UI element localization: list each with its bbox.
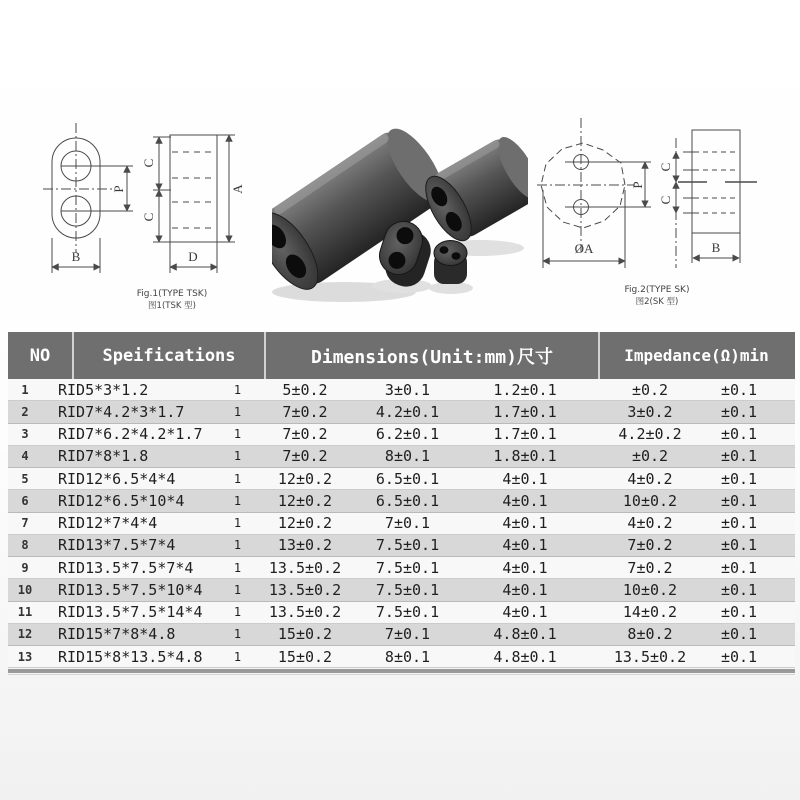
dim4-cell: 14±0.2	[622, 603, 678, 622]
ferrite-cores-photo	[272, 100, 528, 315]
spec-cell: RID5*3*1.2	[58, 380, 149, 399]
row-number-cell: 13	[17, 649, 33, 664]
table-row	[8, 379, 795, 401]
core-large	[272, 120, 454, 299]
impedance-cell: ±0.1	[720, 625, 758, 644]
dim3-cell: 4±0.1	[502, 558, 548, 577]
dim1-cell: 13.5±0.2	[268, 580, 342, 599]
table-row	[8, 490, 795, 512]
dim-label-b: B	[71, 249, 81, 264]
table-header	[8, 332, 795, 379]
spec-cell: RID7*6.2*4.2*1.7	[58, 425, 203, 444]
qty-cell: 1	[233, 404, 242, 419]
spec-cell: RID12*6.5*4*4	[58, 469, 176, 488]
dim-label-c1: C	[141, 158, 156, 168]
header-no: NO	[29, 345, 51, 366]
dim1-cell: 13.5±0.2	[268, 603, 342, 622]
dim2-cell: 7.5±0.1	[375, 603, 440, 622]
dim1-cell: 15±0.2	[277, 647, 333, 666]
dim1-cell: 7±0.2	[282, 447, 328, 466]
dim3-cell: 4.8±0.1	[493, 647, 557, 666]
spec-cell: RID7*4.2*3*1.7	[58, 402, 185, 421]
dim1-cell: 15±0.2	[277, 625, 333, 644]
spec-cell: RID15*8*13.5*4.8	[58, 647, 203, 666]
dim-label-c2: C	[658, 195, 673, 205]
dim-label-dia-a: ØA	[574, 241, 594, 256]
table-body	[8, 379, 795, 668]
table-row	[8, 646, 795, 668]
row-number-cell: 5	[21, 471, 29, 486]
dim3-cell: 4±0.1	[502, 603, 548, 622]
qty-cell: 1	[233, 516, 242, 531]
dim4-cell: ±0.2	[631, 447, 669, 466]
qty-cell: 1	[233, 493, 242, 508]
dim2-cell: 8±0.1	[384, 647, 431, 666]
dim3-cell: 4±0.1	[502, 580, 548, 599]
row-number-cell: 9	[21, 560, 29, 575]
table-row	[8, 446, 795, 468]
dim2-cell: 3±0.1	[384, 380, 431, 399]
dim4-cell: 3±0.2	[627, 402, 673, 421]
dim4-cell: 10±0.2	[622, 491, 678, 510]
dim1-cell: 7±0.2	[282, 425, 328, 444]
dim4-cell: 10±0.2	[622, 580, 678, 599]
dim4-cell: 4.2±0.2	[618, 425, 682, 444]
fig1-caption-cn: 图1(TSK 型)	[148, 301, 196, 311]
dim1-cell: 5±0.2	[282, 380, 328, 399]
fig1-caption: Fig.1(TYPE TSK)	[136, 289, 208, 299]
header-specifications: Speifications	[72, 332, 264, 379]
table-row	[8, 401, 795, 423]
spec-cell: RID12*7*4*4	[58, 514, 158, 533]
dim1-cell: 12±0.2	[277, 491, 333, 510]
row-number-cell: 10	[17, 582, 33, 597]
table-row	[8, 602, 795, 624]
row-number-cell: 1	[21, 382, 29, 397]
core-tiny	[434, 241, 467, 285]
impedance-cell: ±0.1	[720, 580, 758, 599]
qty-cell: 1	[233, 627, 242, 642]
spec-cell: RID7*8*1.8	[58, 447, 149, 466]
row-number-cell: 2	[21, 404, 29, 419]
qty-cell: 1	[233, 649, 242, 664]
spec-cell: RID13*7.5*7*4	[58, 536, 176, 555]
qty-cell: 1	[233, 427, 242, 442]
impedance-cell: ±0.1	[720, 603, 758, 622]
dim1-cell: 12±0.2	[277, 514, 333, 533]
fig2-technical-drawing	[535, 100, 785, 315]
spec-cell: RID13.5*7.5*10*4	[58, 580, 203, 599]
row-number-cell: 3	[21, 427, 29, 442]
dim1-cell: 13.5±0.2	[268, 558, 342, 577]
dim3-cell: 4±0.1	[502, 469, 548, 488]
dim2-cell: 6.2±0.1	[375, 425, 440, 444]
dim-label-a: A	[230, 184, 245, 194]
row-number-cell: 11	[17, 605, 33, 620]
impedance-cell: ±0.1	[720, 558, 758, 577]
impedance-cell: ±0.1	[720, 380, 758, 399]
impedance-cell: ±0.1	[720, 514, 758, 533]
dim2-cell: 6.5±0.1	[375, 491, 440, 510]
dim2-cell: 7±0.1	[384, 514, 431, 533]
dim2-cell: 7.5±0.1	[375, 536, 440, 555]
fig1-side-outline	[170, 135, 217, 242]
impedance-cell: ±0.1	[720, 425, 758, 444]
qty-cell: 1	[233, 560, 242, 575]
table-row	[8, 468, 795, 490]
spec-cell: RID12*6.5*10*4	[58, 491, 185, 510]
dim3-cell: 4±0.1	[502, 491, 548, 510]
dim4-cell: 4±0.2	[627, 469, 673, 488]
table-row	[8, 624, 795, 646]
fig2-caption-cn: 图2(SK 型)	[635, 297, 679, 307]
impedance-cell: ±0.1	[720, 469, 758, 488]
dim4-cell: 7±0.2	[627, 536, 673, 555]
dim2-cell: 6.5±0.1	[375, 469, 440, 488]
dim1-cell: 7±0.2	[282, 402, 328, 421]
dim-label-p: P	[111, 185, 126, 193]
dim-label-c2: C	[141, 212, 156, 222]
qty-cell: 1	[233, 449, 242, 464]
dim2-cell: 7.5±0.1	[375, 558, 440, 577]
dim-label-c1: C	[658, 162, 673, 172]
table-row	[8, 535, 795, 557]
impedance-cell: ±0.1	[720, 647, 758, 666]
table-row	[8, 557, 795, 579]
dim3-cell: 4±0.1	[502, 514, 548, 533]
qty-cell: 1	[233, 538, 242, 553]
row-number-cell: 6	[21, 493, 29, 508]
dim2-cell: 4.2±0.1	[375, 402, 440, 421]
dim4-cell: 4±0.2	[627, 514, 673, 533]
spec-table	[8, 332, 795, 675]
dim1-cell: 13±0.2	[277, 536, 333, 555]
fig2-caption: Fig.2(TYPE SK)	[624, 285, 690, 295]
impedance-cell: ±0.1	[720, 536, 758, 555]
qty-cell: 1	[233, 471, 242, 486]
header-dimensions: Dimensions(Unit:mm)尺寸	[264, 332, 598, 379]
table-bottom-rule	[8, 669, 795, 673]
spec-cell: RID13.5*7.5*14*4	[58, 603, 203, 622]
table-row	[8, 513, 795, 535]
impedance-cell: ±0.1	[720, 491, 758, 510]
dim4-cell: 7±0.2	[627, 558, 673, 577]
core-medium	[417, 130, 528, 247]
row-number-cell: 7	[21, 516, 29, 531]
dim1-cell: 12±0.2	[277, 469, 333, 488]
fig1-technical-drawing	[25, 105, 255, 320]
qty-cell: 1	[233, 605, 242, 620]
table-row	[8, 424, 795, 446]
impedance-cell: ±0.1	[720, 402, 758, 421]
header-impedance: Impedance(Ω)min	[598, 332, 793, 379]
spec-cell: RID15*7*8*4.8	[58, 625, 176, 644]
table-row	[8, 579, 795, 601]
dim-label-d: D	[188, 249, 198, 264]
dim4-cell: ±0.2	[631, 380, 669, 399]
row-number-cell: 8	[21, 538, 29, 553]
dim-label-b: B	[711, 240, 721, 255]
dim3-cell: 4±0.1	[502, 536, 548, 555]
impedance-cell: ±0.1	[720, 447, 758, 466]
dim2-cell: 8±0.1	[384, 447, 431, 466]
dim4-cell: 13.5±0.2	[613, 647, 687, 666]
spec-cell: RID13.5*7.5*7*4	[58, 558, 194, 577]
dim3-cell: 1.7±0.1	[493, 425, 557, 444]
dim-label-p: P	[630, 181, 645, 189]
row-number-cell: 12	[17, 627, 33, 642]
dim2-cell: 7.5±0.1	[375, 580, 440, 599]
dim2-cell: 7±0.1	[384, 625, 431, 644]
dim3-cell: 4.8±0.1	[493, 625, 557, 644]
dim3-cell: 1.8±0.1	[493, 447, 557, 466]
row-number-cell: 4	[21, 449, 29, 464]
dim4-cell: 8±0.2	[627, 625, 673, 644]
qty-cell: 1	[233, 382, 242, 397]
dim3-cell: 1.2±0.1	[493, 380, 557, 399]
qty-cell: 1	[233, 582, 242, 597]
table-bottom-rule-thin	[8, 674, 795, 675]
dim3-cell: 1.7±0.1	[493, 402, 557, 421]
